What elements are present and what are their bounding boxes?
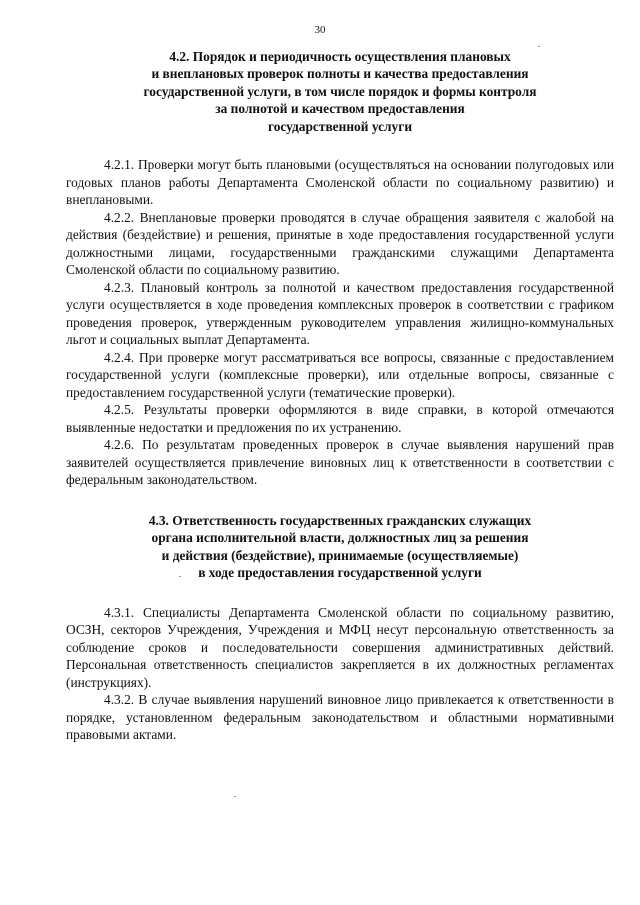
paragraph-4-2-4: 4.2.4. При проверке могут рассматриваться все вопросы, связанные с предоставлением государственной услуги (комплексные проверки), или отдельные вопросы, связанные с предоставлением государственной услуги (тематические проверки).	[66, 349, 614, 400]
heading-line: государственной услуги	[267, 118, 413, 134]
section-4-2-body	[66, 156, 614, 489]
heading-line: 4.2. Порядок и периодичность осуществления плановых	[169, 49, 511, 64]
paragraph-4-2-6: 4.2.6. По результатам проведенных проверок в случае выявления нарушений прав заявителей осуществляется привлечение виновных лиц к ответственности в соответствии с федеральным законодательством.	[66, 437, 614, 488]
scan-speck	[179, 576, 181, 577]
heading-line: государственной услуги, в том числе порядок и формы контроля	[143, 83, 537, 99]
scan-speck	[538, 46, 540, 47]
scan-speck	[234, 796, 236, 797]
heading-line: и внеплановых проверок полноты и качества предоставления	[151, 66, 529, 82]
paragraph-4-2-5: 4.2.5. Результаты проверки оформляются в виде справки, в которой отмечаются выявленные недостатки и предложения по их устранению.	[66, 402, 614, 435]
heading-line: и действия (бездействие), принимаемые (осуществляемые)	[161, 547, 519, 563]
section-4-2-heading	[66, 48, 614, 135]
section-4-3-heading	[66, 512, 614, 582]
section-4-3	[66, 512, 614, 744]
paragraph-4-3-2: 4.3.2. В случае выявления нарушений виновное лицо привлекается к ответственности в порядке, установленном федеральным законодательством и областными нормативными правовыми актами.	[66, 692, 614, 743]
paragraph-4-2-1: 4.2.1. Проверки могут быть плановыми (осуществляться на основании полугодовых или годовых планов работы Департамента Смоленской области по социальному развитию) и внеплановыми.	[66, 157, 614, 208]
heading-line: за полнотой и качеством предоставления	[215, 101, 465, 117]
paragraph-4-2-2: 4.2.2. Внеплановые проверки проводятся в случае обращения заявителя с жалобой на действия (бездействие) и решения, принятые в ходе предоставления государственной услуги должностными лицами, государственными гражданскими служащими Департамента Смоленской области по социальному развитию.	[66, 209, 614, 278]
heading-line: в ходе предоставления государственной услуги	[198, 565, 482, 581]
paragraph-4-2-3: 4.2.3. Плановый контроль за полнотой и качеством предоставления государственной услуги осуществляется в ходе проведения комплексных проверок в соответствии с графиком проведения проверок, утвержденным руководителем управления жилищно-коммунальных льгот и социальных выплат Департамента.	[66, 279, 614, 348]
paragraph-4-3-1: 4.3.1. Специалисты Департамента Смоленской области по социальному развитию, ОСЗН, секторов Учреждения, Учреждения и МФЦ несут персональную ответственность за соблюдение сроков и последовательности совершения административных действий. Персональная ответственность специалистов закрепляется в их должностных регламентах (инструкциях).	[66, 604, 614, 690]
heading-line: органа исполнительной власти, должностных лиц за решения	[151, 530, 529, 546]
heading-line: 4.3. Ответственность государственных гражданских служащих	[148, 513, 532, 528]
section-4-3-body	[66, 604, 614, 744]
section-4-2	[66, 48, 614, 489]
page-number: 30	[314, 24, 326, 36]
